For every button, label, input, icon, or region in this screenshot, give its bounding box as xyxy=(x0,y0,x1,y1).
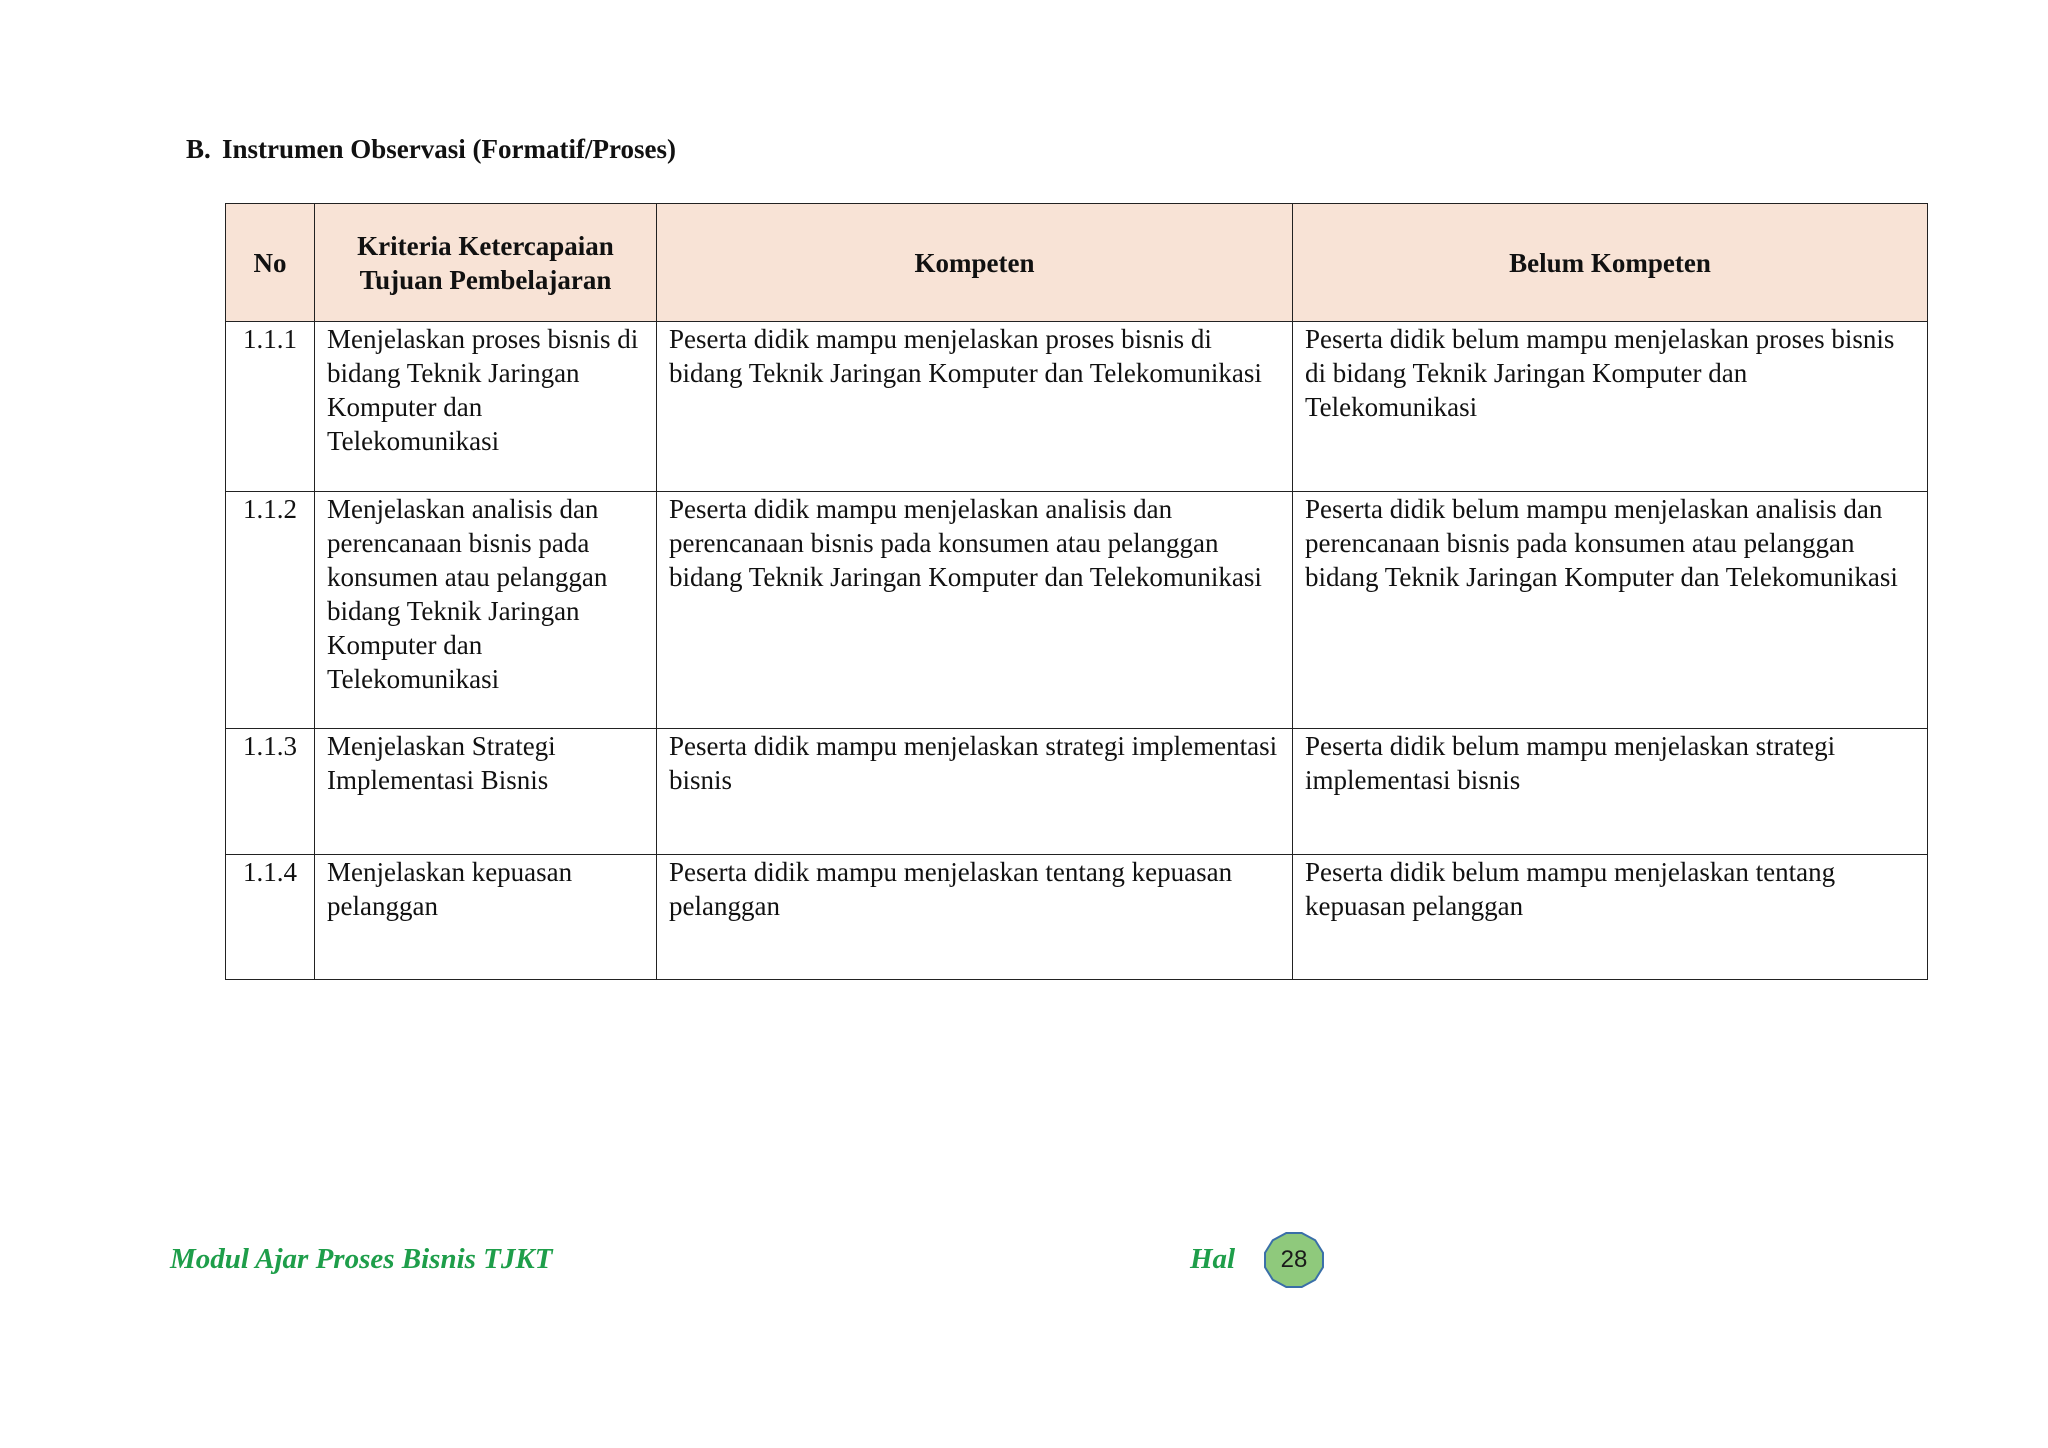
row-number: 1.1.4 xyxy=(226,855,315,980)
section-heading xyxy=(186,134,676,165)
header-no: No xyxy=(226,204,315,322)
header-competent: Kompeten xyxy=(657,204,1293,322)
observation-table xyxy=(225,203,1928,980)
row-competent: Peserta didik mampu menjelaskan analisis dan perencanaan bisnis pada konsumen atau pelanggan bidang Teknik Jaringan Komputer dan Telekomunikasi xyxy=(657,492,1293,729)
row-criteria: Menjelaskan analisis dan perencanaan bisnis pada konsumen atau pelanggan bidang Teknik Jaringan Komputer dan Telekomunikasi xyxy=(315,492,657,729)
footer-hal-label: Hal xyxy=(1190,1243,1236,1275)
row-not-competent: Peserta didik belum mampu menjelaskan strategi implementasi bisnis xyxy=(1293,729,1928,855)
page-number: 28 xyxy=(1280,1246,1308,1273)
section-letter: B. xyxy=(186,134,211,164)
row-number: 1.1.2 xyxy=(226,492,315,729)
section-title: Instrumen Observasi (Formatif/Proses) xyxy=(222,134,676,164)
row-number: 1.1.3 xyxy=(226,729,315,855)
footer-module-title: Modul Ajar Proses Bisnis TJKT xyxy=(170,1243,553,1275)
row-criteria: Menjelaskan Strategi Implementasi Bisnis xyxy=(315,729,657,855)
row-competent: Peserta didik mampu menjelaskan proses bisnis di bidang Teknik Jaringan Komputer dan Telekomunikasi xyxy=(657,322,1293,492)
row-number: 1.1.1 xyxy=(226,322,315,492)
row-criteria: Menjelaskan proses bisnis di bidang Teknik Jaringan Komputer dan Telekomunikasi xyxy=(315,322,657,492)
table-row xyxy=(226,729,1928,855)
row-not-competent: Peserta didik belum mampu menjelaskan tentang kepuasan pelanggan xyxy=(1293,855,1928,980)
page-number-badge xyxy=(1262,1230,1326,1290)
header-not-competent: Belum Kompeten xyxy=(1293,204,1928,322)
row-criteria: Menjelaskan kepuasan pelanggan xyxy=(315,855,657,980)
header-criteria: Kriteria Ketercapaian Tujuan Pembelajaran xyxy=(315,204,657,322)
table-row xyxy=(226,492,1928,729)
table-header-row xyxy=(226,204,1928,322)
table-row xyxy=(226,855,1928,980)
table-row xyxy=(226,322,1928,492)
row-not-competent: Peserta didik belum mampu menjelaskan analisis dan perencanaan bisnis pada konsumen atau pelanggan bidang Teknik Jaringan Komputer dan Telekomunikasi xyxy=(1293,492,1928,729)
row-not-competent: Peserta didik belum mampu menjelaskan proses bisnis di bidang Teknik Jaringan Komputer dan Telekomunikasi xyxy=(1293,322,1928,492)
row-competent: Peserta didik mampu menjelaskan tentang kepuasan pelanggan xyxy=(657,855,1293,980)
row-competent: Peserta didik mampu menjelaskan strategi implementasi bisnis xyxy=(657,729,1293,855)
